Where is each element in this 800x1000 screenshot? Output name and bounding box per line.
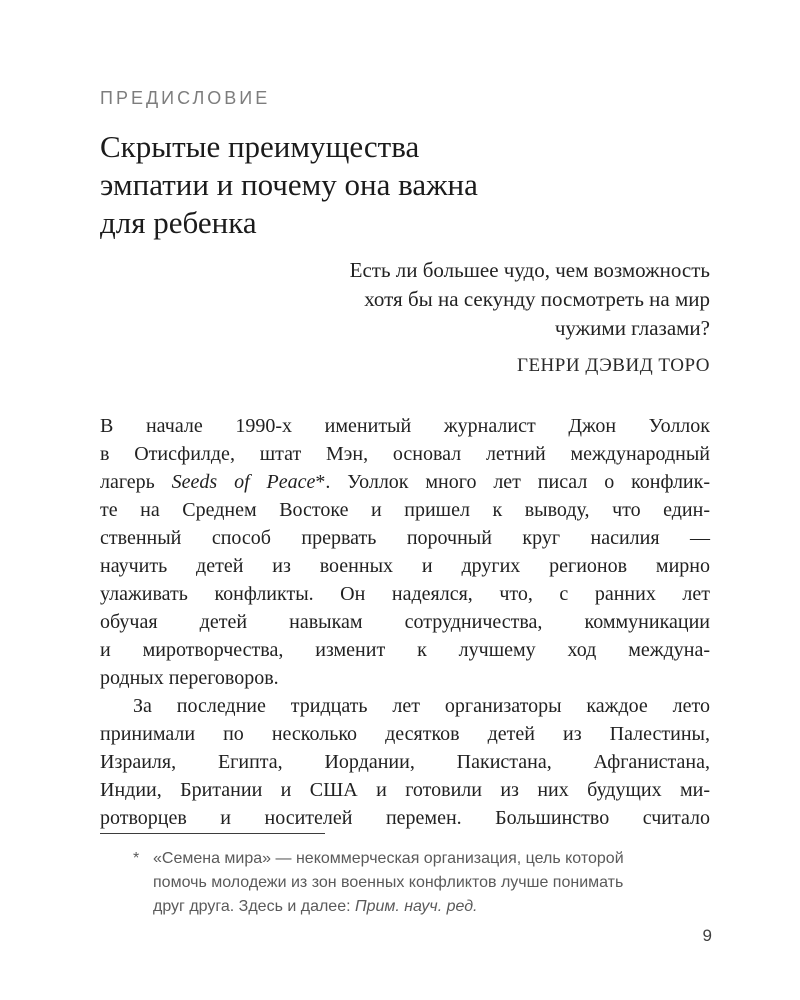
text-segment: помочь молодежи из зон военных конфликтов лучше понимать — [153, 874, 624, 891]
epigraph-line: Есть ли большее чудо, чем возможность — [349, 258, 710, 282]
page-number: 9 — [702, 926, 712, 945]
body-line — [100, 692, 710, 720]
body-text — [100, 412, 710, 832]
body-line — [100, 748, 710, 776]
footnote-line — [153, 847, 710, 871]
text-segment: «Семена мира» — некоммерческая организация, цель которой — [153, 850, 624, 867]
body-line — [100, 776, 710, 804]
text-segment: За последние тридцать лет организаторы каждое лето — [133, 695, 710, 717]
body-line — [100, 804, 710, 832]
text-segment: *. Уоллок много лет писал о конфлик- — [315, 471, 710, 493]
italic-text-segment: Seeds of Peace — [171, 471, 316, 493]
body-line — [100, 580, 710, 608]
paragraph — [100, 412, 710, 692]
body-line — [100, 524, 710, 552]
text-segment: родных переговоров. — [100, 667, 279, 689]
text-segment: и миротворчества, изменит к лучшему ход междуна- — [100, 639, 710, 661]
body-line — [100, 636, 710, 664]
footnote-body — [100, 847, 710, 919]
title-line: Скрытые преимущества — [100, 129, 420, 164]
footnote-line — [153, 871, 710, 895]
text-segment: ственный способ прервать порочный круг насилия — — [100, 527, 710, 549]
title-line: для ребенка — [100, 205, 257, 240]
body-line — [100, 664, 710, 692]
footnote — [100, 833, 710, 919]
text-segment: научить детей из военных и других регионов мирно — [100, 555, 710, 577]
text-segment: те на Среднем Востоке и пришел к выводу, что един- — [100, 499, 710, 521]
body-line — [100, 468, 710, 496]
epigraph-attribution: ГЕНРИ ДЭВИД ТОРО — [516, 355, 710, 376]
body-line — [100, 412, 710, 440]
text-segment: друг друга. Здесь и далее: — [153, 898, 355, 915]
epigraph — [100, 256, 710, 343]
footnote-marker: * — [133, 850, 140, 867]
footnote-line — [153, 895, 710, 919]
text-segment: ротворцев и носителей перемен. Большинство считало — [100, 807, 710, 829]
italic-text-segment: Прим. науч. ред. — [354, 898, 478, 915]
paragraph — [100, 692, 710, 832]
text-segment: обучая детей навыкам сотрудничества, коммуникации — [100, 611, 710, 633]
text-segment: Индии, Британии и США и готовили из них будущих ми- — [100, 779, 710, 801]
text-segment: В начале 1990-х именитый журналист Джон Уоллок — [100, 415, 710, 437]
epigraph-line: хотя бы на секунду посмотреть на мир — [364, 287, 710, 311]
footnote-text — [153, 847, 710, 919]
chapter-kicker: ПРЕДИСЛОВИЕ — [100, 88, 271, 108]
body-line — [100, 608, 710, 636]
title-line: эмпатии и почему она важна — [100, 167, 478, 202]
text-segment: улаживать конфликты. Он надеялся, что, с ранних лет — [100, 583, 710, 605]
body-line — [100, 496, 710, 524]
footnote-divider — [100, 833, 325, 834]
body-line — [100, 720, 710, 748]
text-segment: принимали по несколько десятков детей из Палестины, — [100, 723, 710, 745]
text-segment: в Отисфилде, штат Мэн, основал летний международный — [100, 443, 710, 465]
page-title — [100, 128, 710, 242]
epigraph-line: чужими глазами? — [554, 316, 710, 340]
text-segment: лагерь — [100, 471, 172, 493]
page-content — [100, 0, 710, 832]
text-segment: Израиля, Египта, Иордании, Пакистана, Афганистана, — [100, 751, 710, 773]
body-line — [100, 552, 710, 580]
body-line — [100, 440, 710, 468]
